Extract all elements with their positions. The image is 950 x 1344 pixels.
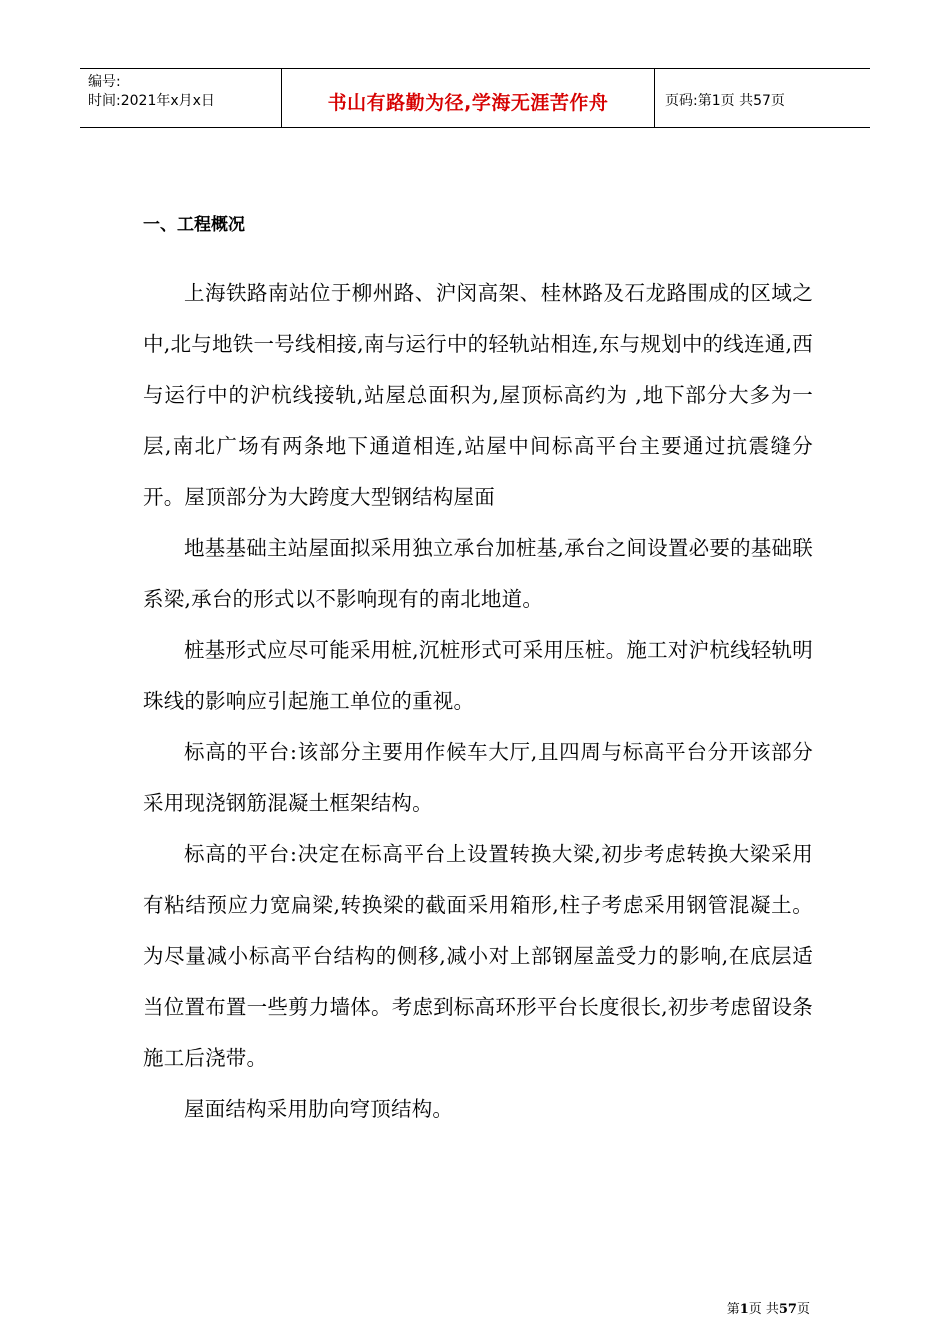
document-body xyxy=(143,212,813,1135)
header-page-cell xyxy=(655,69,870,127)
paragraph-overview: 上海铁路南站位于柳州路、沪闵高架、桂林路及石龙路围成的区域之中,北与地铁一号线相接,南与运行中的轻轨站相连,东与规划中的线连通,西与运行中的沪杭线接轨,站屋总面积为,屋顶标高约为 ,地下部分大多为一层,南北广场有两条地下通道相连,站屋中间标高平台主要通过抗震缝分开。屋顶部分为大跨度大型钢结构屋面 xyxy=(143,281,813,509)
header-page-number: 页码:第1页 共57页 xyxy=(665,93,785,109)
header-table xyxy=(80,68,870,128)
footer-middle: 页 共 xyxy=(748,1302,779,1317)
footer-current-page: 1 xyxy=(739,1302,749,1317)
paragraph-platform-hall: 标高的平台:该部分主要用作候车大厅,且四周与标高平台分开该部分采用现浇钢筋混凝土框架结构。 xyxy=(143,740,813,815)
paragraph-platform-transfer: 标高的平台:决定在标高平台上设置转换大梁,初步考虑转换大梁采用有粘结预应力宽扁梁,转换梁的截面采用箱形,柱子考虑采用钢管混凝土。为尽量减小标高平台结构的侧移,减小对上部钢屋盖受力的影响,在底层适当位置布置一些剪力墙体。考虑到标高环形平台长度很长,初步考虑留设条施工后浇带。 xyxy=(143,842,813,1070)
footer-total-pages: 57 xyxy=(778,1302,797,1317)
footer-prefix: 第 xyxy=(726,1302,740,1317)
footer-suffix: 页 xyxy=(796,1302,810,1317)
page-footer xyxy=(727,1298,810,1317)
paragraph-roof: 屋面结构采用肋向穹顶结构。 xyxy=(184,1097,454,1121)
document-number-label: 编号: xyxy=(88,74,121,90)
header-motto: 书山有路勤为径,学海无涯苦作舟 xyxy=(327,91,609,114)
paragraph-foundation: 地基基础主站屋面拟采用独立承台加桩基,承台之间设置必要的基础联系梁,承台的形式以不影响现有的南北地道。 xyxy=(143,536,813,611)
header-meta-cell xyxy=(80,69,282,127)
header-motto-cell xyxy=(282,69,655,127)
document-time-label: 时间:2021年x月x日 xyxy=(88,93,215,109)
section-title: 一、工程概况 xyxy=(143,215,245,235)
paragraph-piles: 桩基形式应尽可能采用桩,沉桩形式可采用压桩。施工对沪杭线轻轨明珠线的影响应引起施工单位的重视。 xyxy=(143,638,813,713)
